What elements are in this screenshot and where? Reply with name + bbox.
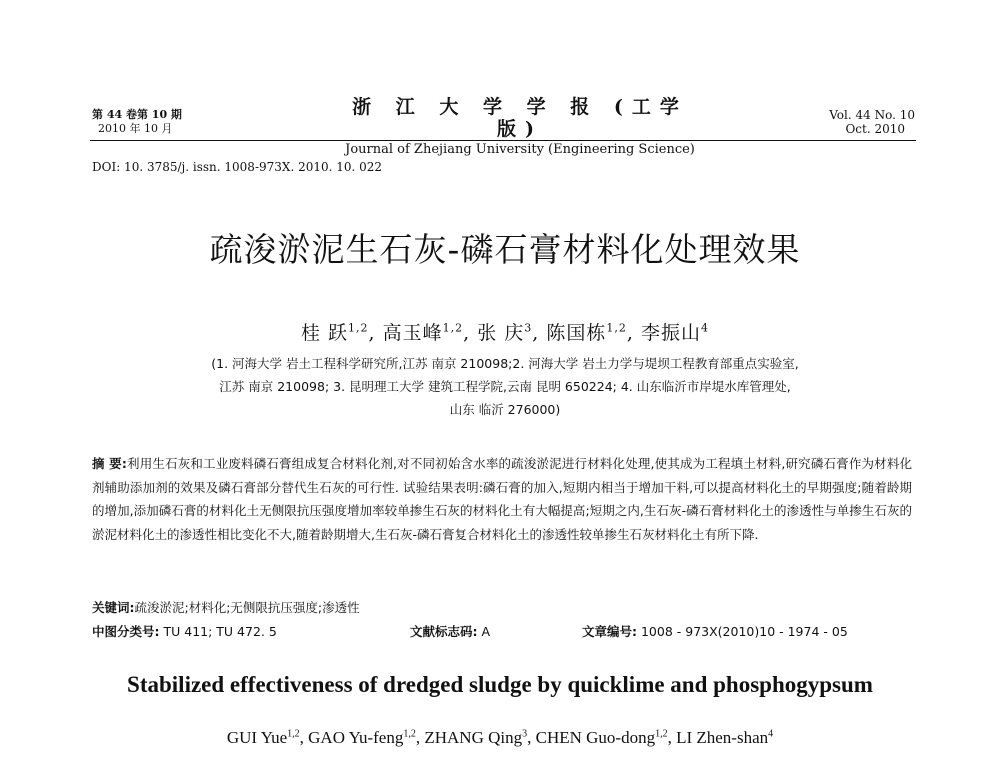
keywords-text: 疏浚淤泥;材料化;无侧限抗压强度;渗透性 bbox=[134, 600, 360, 615]
author-cn: 李振山$^4$ bbox=[640, 321, 709, 344]
journal-issue-cn bbox=[92, 108, 182, 136]
abstract-text: 利用生石灰和工业废料磷石膏组成复合材料化剂,对不同初始含水率的疏浚淤泥进行材料化处理,使其成为工程填土材料,研究磷石膏作为材料化剂辅助添加剂的效果及磷石膏部分替代生石灰的可行性. 试验结果表明:磷石膏的加入,短期内相当于增加干料,可以提高材料化土的早期强度;随着龄期的增加,添加磷石膏的材料化土无侧限抗压强度增加率较单掺生石灰的材料化土有大幅提高;短期之内,生石灰-磷石膏材料化土的渗透性与单掺生石灰的淤泥材料化土的渗透性相比变化不大,随着龄期增大,生石灰-磷石膏复合材料化土的渗透性较单掺生石灰材料化土有所下降. bbox=[92, 456, 912, 542]
journal-issue-en bbox=[829, 108, 915, 136]
doi[interactable]: DOI: 10. 3785/j. issn. 1008-973X. 2010. 10. 022 bbox=[92, 160, 383, 174]
journal-title-block bbox=[340, 96, 700, 158]
affiliation-line: (1. 河海大学 岩土工程科学研究所,江苏 南京 210098;2. 河海大学 岩土力学与堤坝工程教育部重点实验室, bbox=[211, 356, 799, 371]
journal-title-en: Journal of Zhejiang University (Engineering Science) bbox=[345, 142, 695, 157]
abstract-label: 摘 要: bbox=[92, 456, 127, 471]
header-divider bbox=[90, 140, 916, 141]
author-en: LI Zhen-shan$^4$ bbox=[676, 728, 774, 747]
volume-en: Vol. 44 No. 10 bbox=[829, 108, 915, 122]
journal-title-cn: 浙 江 大 学 学 报 (工学版) bbox=[352, 96, 688, 140]
author-en: CHEN Guo-dong$^{1,2}$, bbox=[535, 728, 677, 747]
author-cn: 高玉峰$^{1,2}$, bbox=[382, 321, 478, 344]
document-code: 文献标志码: A bbox=[410, 624, 491, 639]
author-cn: 桂 跃$^{1,2}$, bbox=[300, 321, 383, 344]
author-cn: 陈国栋$^{1,2}$, bbox=[546, 321, 641, 344]
volume-cn: 第 44 卷第 10 期 bbox=[92, 108, 182, 121]
authors-en bbox=[60, 728, 940, 748]
article-number: 文章编号: 1008 - 973X(2010)10 - 1974 - 05 bbox=[582, 624, 848, 639]
author-en: ZHANG Qing$^3$, bbox=[424, 728, 536, 747]
affiliations bbox=[120, 352, 890, 421]
author-en: GUI Yue$^{1,2}$, bbox=[226, 728, 309, 747]
author-cn: 张 庆$^3$, bbox=[477, 321, 547, 344]
abstract bbox=[92, 452, 912, 546]
affiliation-line: 江苏 南京 210098; 3. 昆明理工大学 建筑工程学院,云南 昆明 650224; 4. 山东临沂市岸堤水库管理处, bbox=[219, 379, 791, 394]
authors-cn bbox=[90, 318, 920, 345]
paper-title-en: Stabilized effectiveness of dredged sludge by quicklime and phosphogypsum bbox=[127, 672, 873, 697]
paper-title-cn: 疏浚淤泥生石灰-磷石膏材料化处理效果 bbox=[209, 230, 801, 269]
clc-number: 中图分类号: TU 411; TU 472. 5 bbox=[92, 624, 277, 639]
keywords bbox=[92, 598, 360, 616]
date-cn: 2010 年 10 月 bbox=[98, 122, 173, 135]
date-en: Oct. 2010 bbox=[845, 122, 905, 136]
keywords-label: 关键词: bbox=[92, 600, 135, 615]
affiliation-line: 山东 临沂 276000) bbox=[449, 402, 561, 417]
author-en: GAO Yu-feng$^{1,2}$, bbox=[308, 728, 425, 747]
